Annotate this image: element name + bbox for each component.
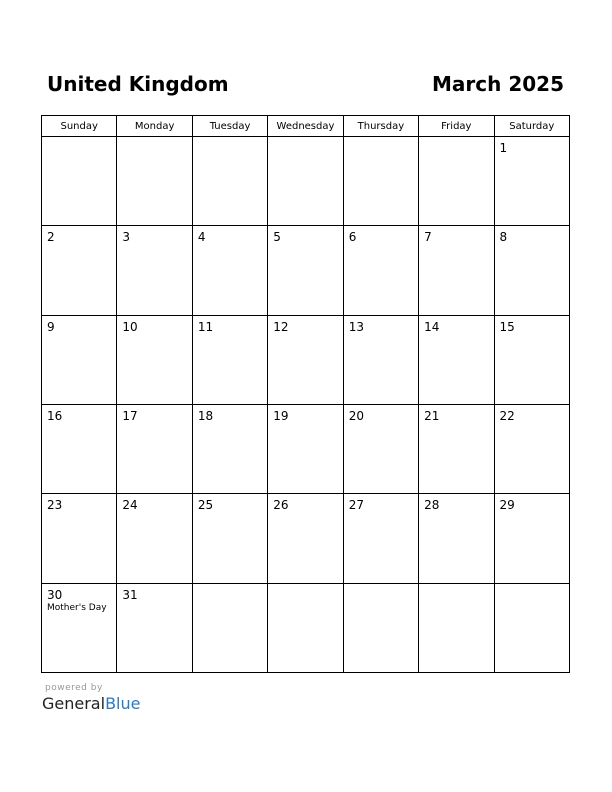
weekday-header-row [42, 116, 570, 137]
day-number: 18 [197, 408, 214, 423]
week-row [42, 583, 570, 672]
day-number: 16 [47, 408, 63, 423]
day-number: 21 [424, 408, 440, 423]
day-number: 30 [47, 587, 63, 602]
day-number: 28 [424, 498, 440, 513]
day-number: 29 [499, 498, 515, 513]
day-cell [494, 137, 569, 226]
day-cell [117, 494, 192, 583]
day-cell [117, 226, 192, 315]
week-row [42, 494, 570, 583]
day-cell [42, 137, 117, 226]
day-cell [117, 137, 192, 226]
calendar-grid [41, 115, 570, 673]
holiday-label: Mother's Day [47, 602, 107, 613]
day-number: 11 [197, 319, 214, 334]
day-cell [343, 583, 418, 672]
day-cell [42, 583, 117, 672]
day-number: 20 [348, 408, 364, 423]
day-number: 13 [348, 319, 364, 334]
day-cell [419, 137, 494, 226]
week-row [42, 226, 570, 315]
day-number: 24 [122, 498, 138, 513]
day-cell [117, 315, 192, 404]
day-cell [268, 404, 343, 493]
day-number: 12 [273, 319, 289, 334]
day-cell [419, 315, 494, 404]
day-number: 8 [499, 230, 508, 245]
day-cell [343, 226, 418, 315]
weekday-header: Sunday [42, 116, 117, 137]
weekday-header: Tuesday [192, 116, 267, 137]
brand-general-text: General [42, 694, 106, 713]
day-number: 27 [348, 498, 364, 513]
day-cell [42, 315, 117, 404]
day-cell [494, 404, 569, 493]
day-number: 9 [47, 319, 55, 334]
day-cell [268, 137, 343, 226]
day-cell [494, 226, 569, 315]
weekday-header: Wednesday [268, 116, 343, 137]
day-cell [192, 226, 267, 315]
weekday-header: Saturday [494, 116, 569, 137]
day-cell [268, 226, 343, 315]
day-cell [419, 404, 494, 493]
day-number: 7 [424, 230, 432, 245]
day-cell [268, 315, 343, 404]
day-number: 10 [122, 319, 138, 334]
day-cell [42, 226, 117, 315]
day-cell [343, 404, 418, 493]
day-cell [117, 404, 192, 493]
day-cell [42, 404, 117, 493]
day-number: 2 [47, 230, 55, 245]
day-cell [419, 583, 494, 672]
day-number: 14 [424, 319, 440, 334]
day-cell [117, 583, 192, 672]
day-cell [192, 583, 267, 672]
day-cell [192, 315, 267, 404]
country-title: United Kingdom [47, 72, 229, 96]
day-number: 23 [47, 498, 63, 513]
week-row [42, 137, 570, 226]
day-cell [343, 494, 418, 583]
day-cell [192, 494, 267, 583]
day-number: 5 [273, 230, 281, 245]
day-number: 15 [499, 319, 515, 334]
day-cell [42, 494, 117, 583]
weekday-header: Friday [419, 116, 494, 137]
day-number: 31 [122, 587, 138, 602]
day-cell [343, 315, 418, 404]
powered-by-text: powered by [45, 683, 103, 693]
day-cell [419, 494, 494, 583]
day-cell [343, 137, 418, 226]
weekday-header: Thursday [343, 116, 418, 137]
day-number: 19 [273, 408, 289, 423]
day-cell [494, 494, 569, 583]
week-row [42, 315, 570, 404]
day-cell [192, 404, 267, 493]
week-row [42, 404, 570, 493]
day-number: 4 [197, 230, 206, 245]
day-cell [268, 583, 343, 672]
day-cell [268, 494, 343, 583]
day-number: 25 [197, 498, 214, 513]
day-number: 1 [499, 141, 508, 155]
day-number: 3 [122, 230, 131, 245]
day-number: 17 [122, 408, 138, 423]
day-number: 26 [273, 498, 289, 513]
generalblue-logo[interactable] [42, 694, 140, 713]
day-cell [494, 583, 569, 672]
day-cell [419, 226, 494, 315]
day-cell [494, 315, 569, 404]
month-title: March 2025 [432, 72, 564, 96]
day-cell [192, 137, 267, 226]
day-number: 22 [499, 408, 515, 423]
weekday-header: Monday [117, 116, 192, 137]
brand-blue-text: Blue [105, 694, 141, 713]
day-number: 6 [348, 230, 357, 245]
